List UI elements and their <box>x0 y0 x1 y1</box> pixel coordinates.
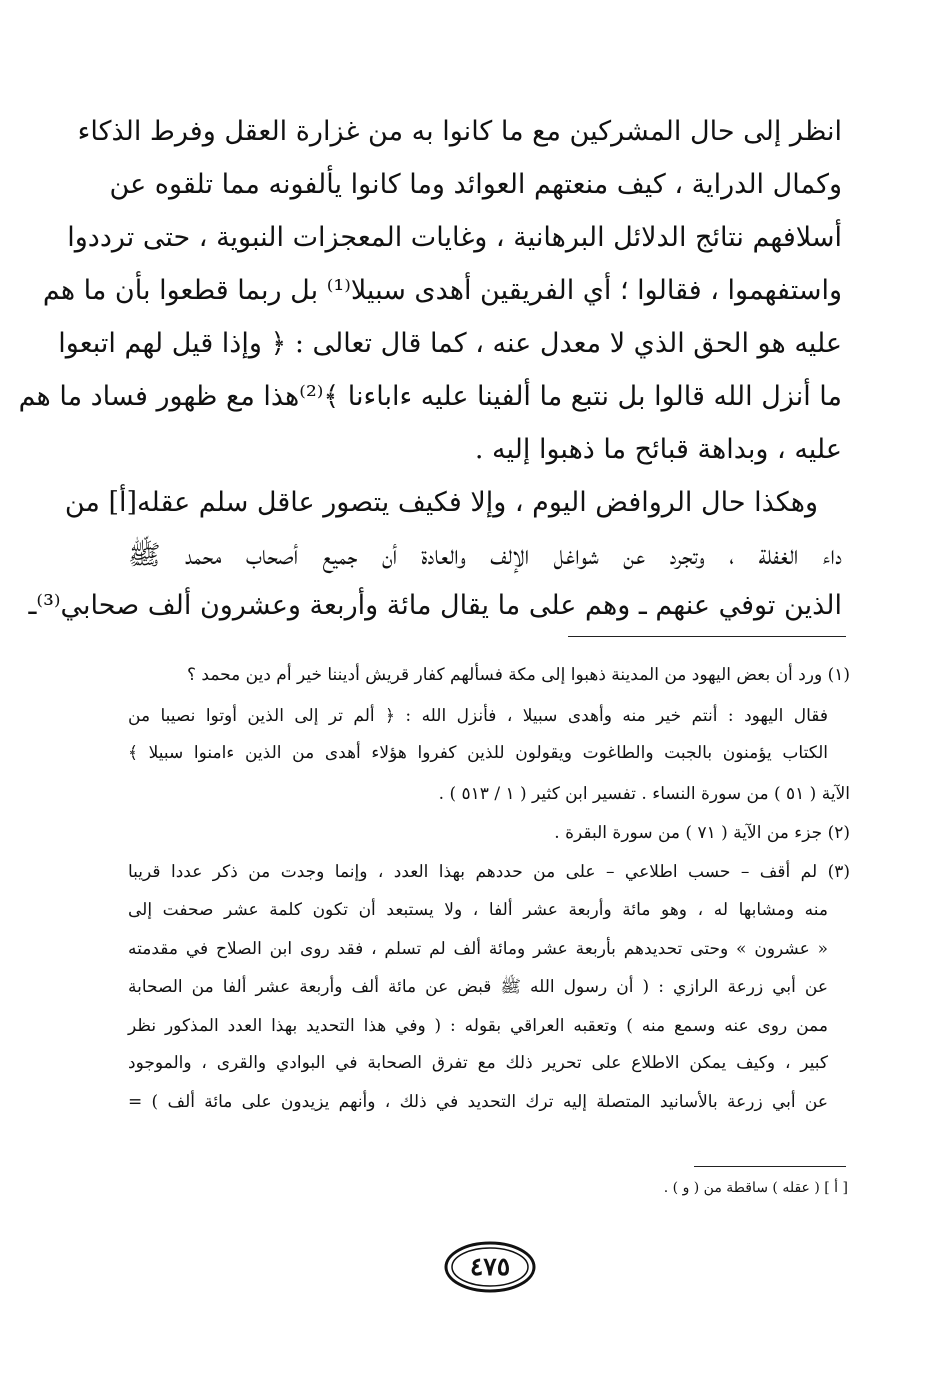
main-text-line: وكمال الدراية ، كيف منعتهم العوائد وما كانوا يألفونه مما تلقوه عن <box>109 169 842 200</box>
page-number: ٤٧٥ <box>469 1252 511 1281</box>
footnote-line: الآية ( ٥١ ) من سورة النساء . تفسير ابن كثير ( ١ / ٥١٣ ) . <box>438 784 850 804</box>
footnote-line: (٢) جزء من الآية ( ٧١ ) من سورة البقرة . <box>554 823 850 843</box>
edition-note-separator <box>694 1166 846 1167</box>
main-text-line: داء الغفلة ، وتجرد عن شواغل الإلف والعادة أن جميع أصحاب محمد ﷺ <box>128 540 842 571</box>
main-text-line: عليه ، وبداهة قبائح ما ذهبوا إليه . <box>474 434 842 465</box>
footnote-separator <box>568 636 846 637</box>
edition-note: [ أ ] ( عقله ) ساقطة من ( و ) . <box>663 1180 848 1196</box>
footnote-line: (١) ورد أن بعض اليهود من المدينة ذهبوا إلى مكة فسألهم كفار قريش أديننا خير أم دين محمد ؟ <box>186 665 850 685</box>
footnote-line: منه ومشابها له ، وهو مائة وأربعة عشر ألفا ، ولا يستبعد أن تكون كلمة عشر صحفت إلى <box>128 900 828 920</box>
main-text-line: وهكذا حال الروافض اليوم ، وإلا فكيف يتصور عاقل سلم عقله[أ] من <box>64 487 818 518</box>
main-text-line: أسلافهم نتائج الدلائل البرهانية ، وغايات المعجزات النبوية ، حتى ترددوا <box>67 222 842 253</box>
footnote-line: ممن روى عنه وسمع منه ) وتعقبه العراقي بقوله : ( وفي هذا التحديد بهذا العدد المذكور نظر <box>128 1016 828 1036</box>
footnote-line: « عشرون » وحتى تحديدهم بأربعة عشر ومائة ألف لم تسلم ، فقد روى ابن الصلاح في مقدمته <box>128 939 828 959</box>
footnote-line: عن أبي زرعة الرازي : ( أن رسول الله ﷺ قبض عن مائة ألف وأربعة عشر ألفا من الصحابة <box>128 977 828 997</box>
main-text-line: انظر إلى حال المشركين مع ما كانوا به من غزارة العقل وفرط الذكاء <box>77 116 842 147</box>
footnote-line: (٣) لم أقف – حسب اطلاعي – على من حددهم بهذا العدد ، وإنما وجدت من ذكر عددا قريبا <box>128 862 850 882</box>
main-text-line: واستفهموا ، فقالوا ؛ أي الفريقين أهدى سبيلا⁽¹⁾ بل ربما قطعوا بأن ما هم <box>42 275 842 306</box>
footnote-line: الكتاب يؤمنون بالجبت والطاغوت ويقولون للذين كفروا هؤلاء أهدى من الذين ءامنوا سبيلا ﴾ <box>128 743 828 763</box>
main-text-line: ما أنزل الله قالوا بل نتبع ما ألفينا عليه ءاباءنا ﴾⁽²⁾هذا مع ظهور فساد ما هم <box>18 381 842 412</box>
footnote-line: عن أبي زرعة بالأسانيد المتصلة إليه ترك التحديد في ذلك ، وأنهم يزيدون على مائة ألف ) = <box>128 1092 828 1112</box>
main-text-line: الذين توفي عنهم ـ وهم على ما يقال مائة وأربعة وعشرون ألف صحابي⁽³⁾ـ <box>28 590 842 621</box>
footnote-line: فقال اليهود : أنتم خير منه وأهدى سبيلا ، فأنزل الله : ﴿ ألم تر إلى الذين أوتوا نصيبا من <box>128 706 828 726</box>
main-text-line: عليه هو الحق الذي لا معدل عنه ، كما قال تعالى : ﴿ وإذا قيل لهم اتبعوا <box>58 328 842 359</box>
page-number-frame <box>444 1240 536 1294</box>
footnote-line: كبير ، وكيف يمكن الاطلاع على تحرير ذلك مع تفرق الصحابة في البوادي والقرى ، والموجود <box>128 1053 828 1073</box>
